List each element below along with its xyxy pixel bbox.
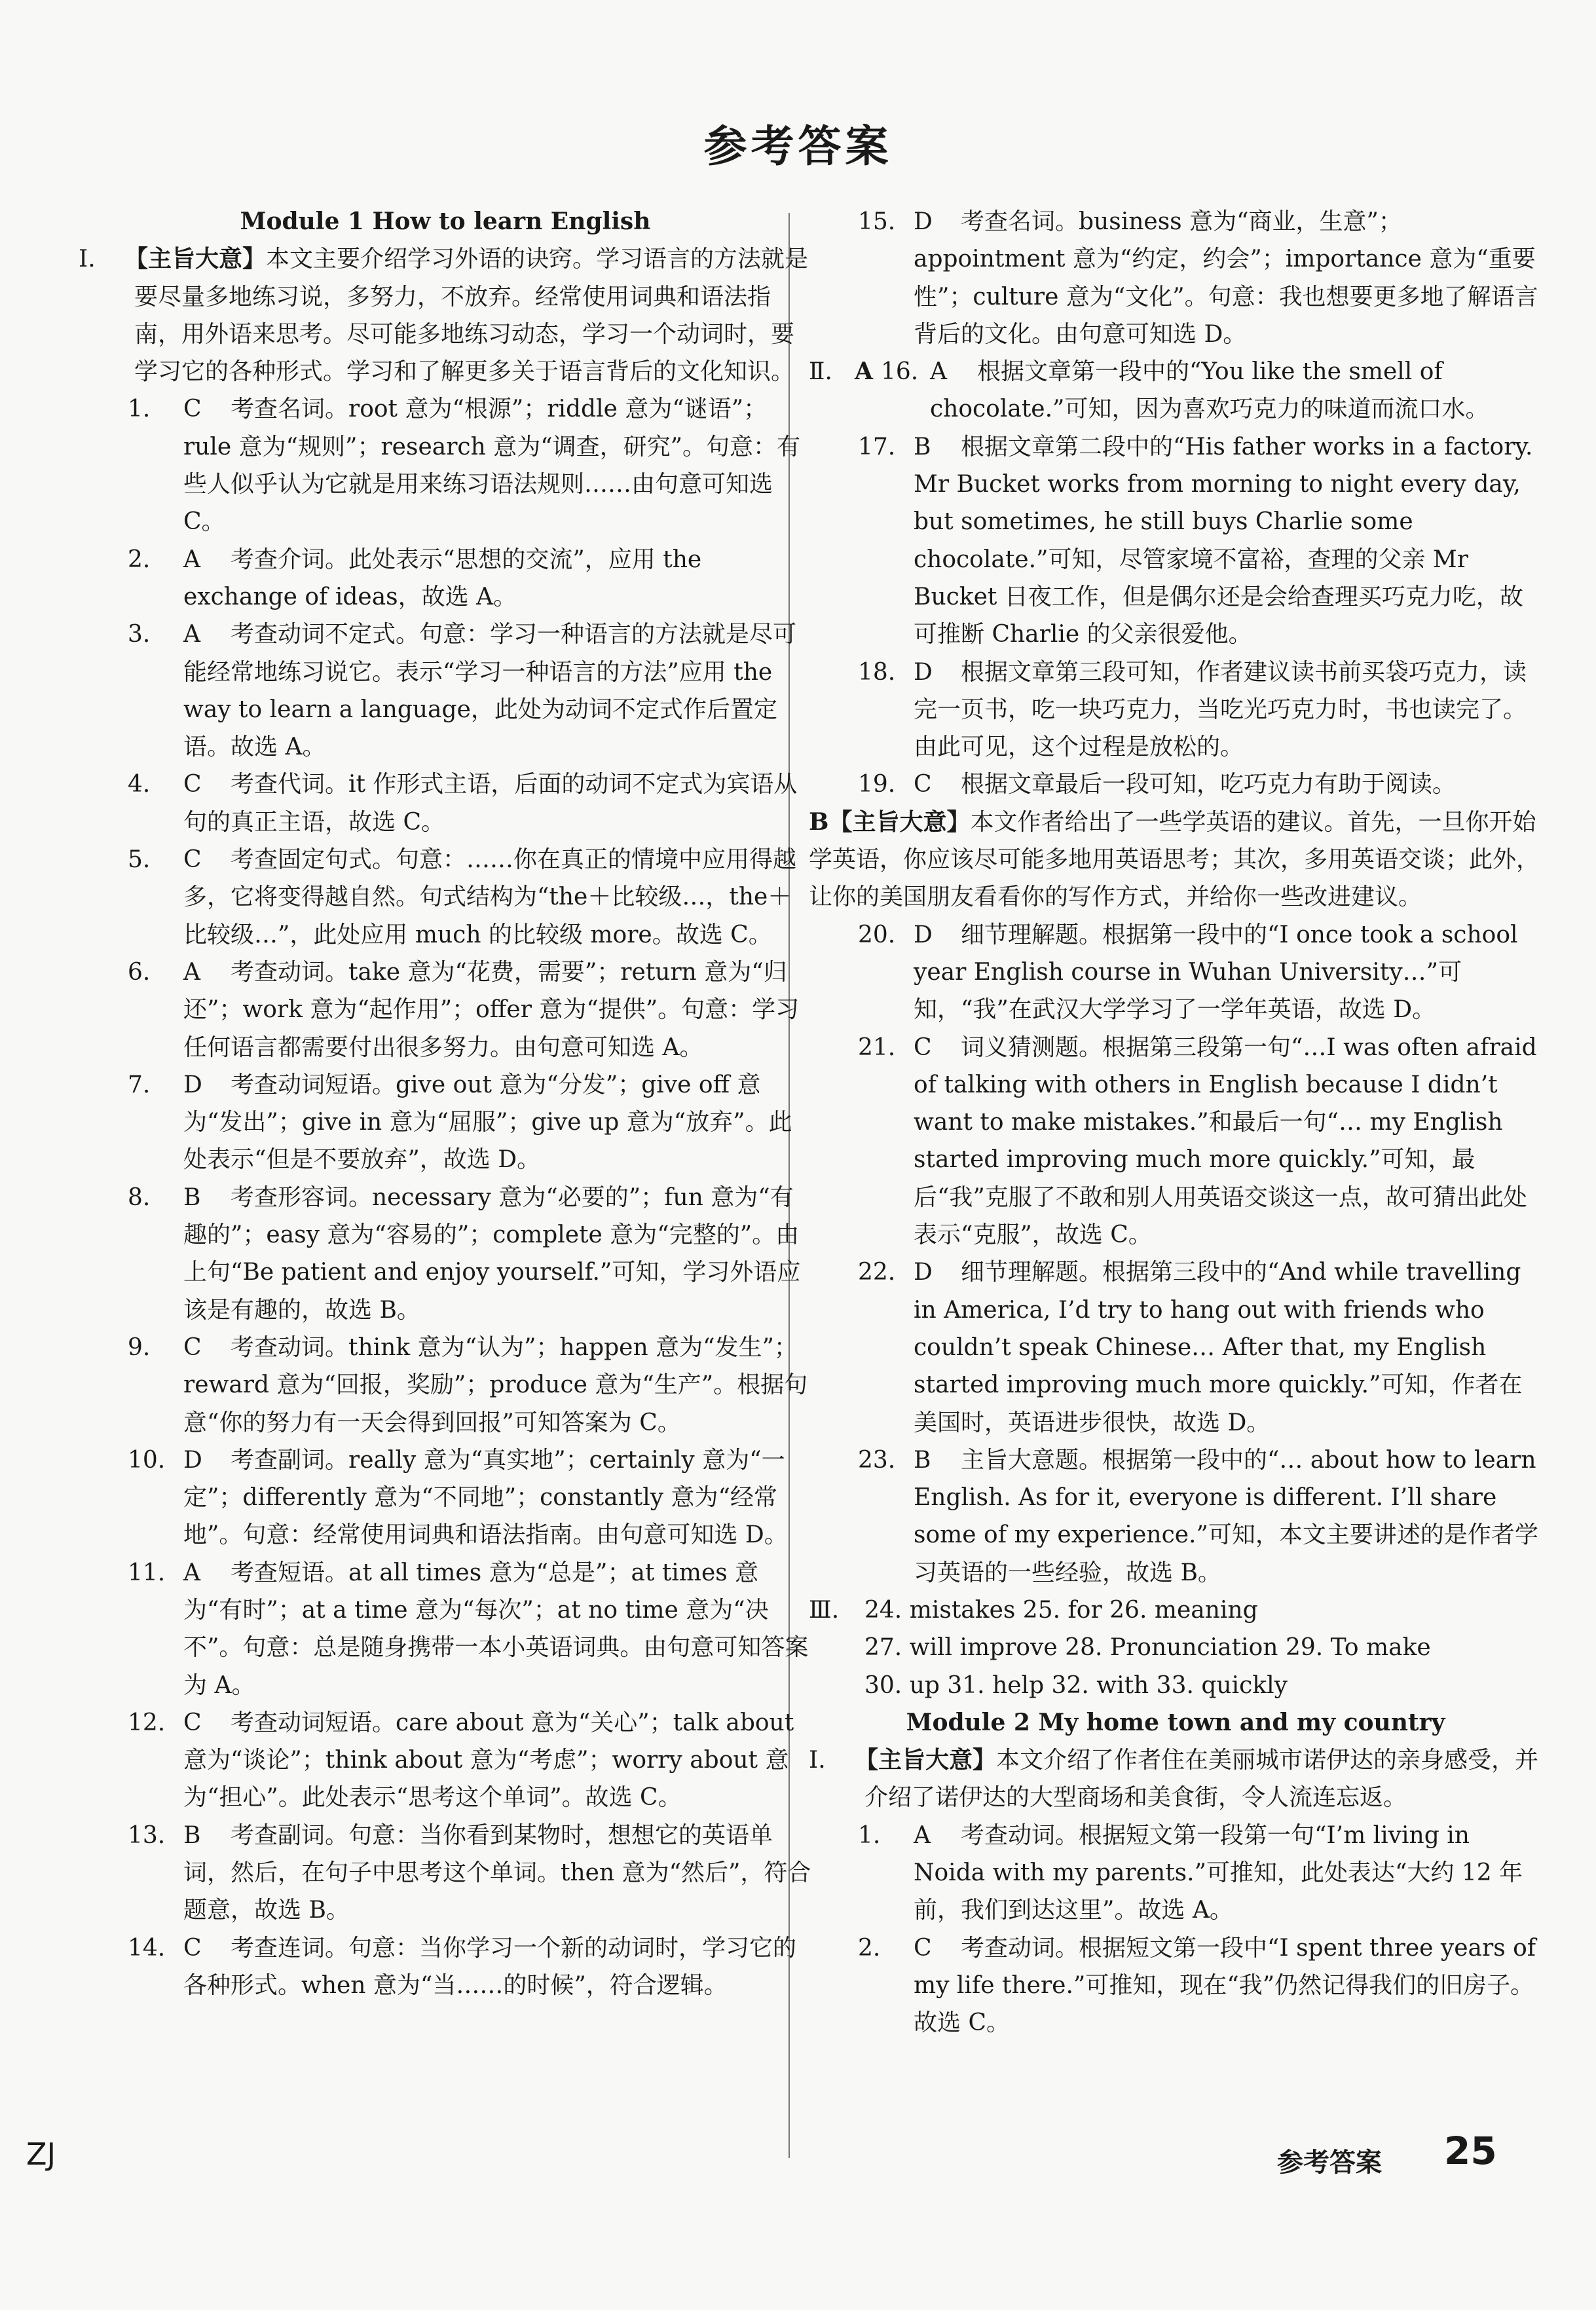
answer-item: 21. C 词义猜测题。根据第三段第一句“…I was often afraid of talking with others in English because I didn’t want to make mistakes.”和最后一句“… my English started improving much more quickly.”可知，最后“我”克服了不敢和别人用英语交谈这一点，故可猜出此处表示“克服”，故选 C。 bbox=[858, 1034, 1537, 1249]
answer-item: 6. A 考查动词。take 意为“花费，需要”；return 意为“归还”；work 意为“起作用”；offer 意为“提供”。句意：学习任何语言都需要付出很多努力。由句意可知选 A。 bbox=[128, 958, 800, 1061]
answer-item: 5. C 考查固定句式。句意：……你在真正的情境中应用得越多，它将变得越自然。句式结构为“the＋比较级…，the＋比较级…”，此处应用 much 的比较级 more。故选 C。 bbox=[128, 846, 797, 948]
footer-region-code: ZJ bbox=[26, 2136, 56, 2172]
part-b-summary bbox=[809, 804, 1542, 916]
answer-item: 1. A 考查动词。根据短文第一段第一句“I’m living in Noida with my parents.”可推知，此处表达“大约 12 年前，我们到达这里”。故选 A。 bbox=[858, 1821, 1523, 1924]
summary-text: 本文介绍了作者住在美丽城市诺伊达的亲身感受，并介绍了诺伊达的大型商场和美食街，令人流连忘返。 bbox=[864, 1747, 1539, 1812]
answer-item: 9. C 考查动词。think 意为“认为”；happen 意为“发生”；reward 意为“回报，奖励”；produce 意为“生产”。根据句意“你的努力有一天会得到回报”可知答案为 C。 bbox=[128, 1333, 808, 1436]
fill-in-answers: Ⅲ. 24. mistakes 25. for 26. meaning bbox=[809, 1592, 1542, 1629]
summary-text: 本文作者给出了一些学英语的建议。首先，一旦你开始学英语，你应该尽可能多地用英语思考；其次，多用英语交谈；此外，让你的美国朋友看看你的写作方式，并给你一些改进建议。 bbox=[809, 808, 1540, 911]
fill-in-answers: 27. will improve 28. Pronunciation 29. To make bbox=[864, 1634, 1431, 1662]
answer-item: 15. D 考查名词。business 意为“商业，生意”；appointment 意为“约定，约会”；importance 意为“重要性”；culture 意为“文化”。句意：我也想要更多地了解语言背后的文化。由句意可知选 D。 bbox=[858, 208, 1538, 348]
section-number: Ⅱ. bbox=[809, 358, 832, 386]
answer-item: 10. D 考查副词。really 意为“真实地”；certainly 意为“一定”；differently 意为“不同地”；constantly 意为“经常地”。句意：经常使用词典和语法指南。由句意可知选 D。 bbox=[128, 1446, 788, 1549]
summary-tag: 【主旨大意】 bbox=[855, 1746, 997, 1774]
footer-section-label: 参考答案 bbox=[1277, 2148, 1382, 2178]
answer-item: 17. B 根据文章第二段中的“His father works in a factory. Mr Bucket works from morning to night every day, but sometimes, he still buys Charlie some chocolate.”可知，尽管家境不富裕，查理的父亲 Mr Bucket 日夜工作，但是偶尔还是会给查理买巧克力吃，故可推断 Charlie 的父亲很爱他。 bbox=[858, 433, 1533, 648]
section-number: Ⅲ. bbox=[809, 1596, 840, 1624]
answer-item: 7. D 考查动词短语。give out 意为“分发”；give off 意为“发出”；give in 意为“屈服”；give up 意为“放弃”。此处表示“但是不要放弃”，故选 D。 bbox=[128, 1071, 792, 1174]
left-column bbox=[79, 203, 812, 2004]
section-1-summary bbox=[809, 1742, 1542, 1817]
answer-item: 2. A 考查介词。此处表示“思想的交流”，应用 the exchange of ideas，故选 A。 bbox=[128, 546, 702, 610]
right-column bbox=[809, 203, 1542, 2042]
summary-text: 本文主要介绍学习外语的诀窍。学习语言的方法就是要尽量多地练习说，多努力，不放弃。经常使用词典和语法指南，用外语来思考。尽可能多地练习动态，学习一个动词时，要学习它的各种形式。学习和了解更多关于语言背后的文化知识。 bbox=[134, 246, 809, 386]
answer-item: 19. C 根据文章最后一段可知，吃巧克力有助于阅读。 bbox=[858, 771, 1457, 798]
answer-item: 1. C 考查名词。root 意为“根源”；riddle 意为“谜语”；rule 意为“规则”；research 意为“调查，研究”。句意：有些人似乎认为它就是用来练习语法规则……由句意可知选 C。 bbox=[128, 396, 801, 536]
answer-item: Ⅱ. A 16. A 根据文章第一段中的“You like the smell of chocolate.”可知，因为喜欢巧克力的味道而流口水。 bbox=[809, 353, 1542, 428]
page-number: 25 bbox=[1444, 2129, 1497, 2173]
answer-item: 18. D 根据文章第三段可知，作者建议读书前买袋巧克力，读完一页书，吃一块巧克力，当吃光巧克力时，书也读完了。由此可见，这个过程是放松的。 bbox=[858, 658, 1527, 761]
summary-tag: 【主旨大意】 bbox=[124, 245, 267, 273]
answer-item: 11. A 考查短语。at all times 意为“总是”；at times 意为“有时”；at a time 意为“每次”；at no time 意为“决不”。句意：总是随身携带一本小英语词典。由句意可知答案为 A。 bbox=[128, 1559, 809, 1699]
answer-item: 13. B 考查副词。句意：当你看到某物时，想想它的英语单词，然后，在句子中思考这个单词。then 意为“然后”，符合题意，故选 B。 bbox=[128, 1821, 811, 1924]
answer-item: 20. D 细节理解题。根据第一段中的“I once took a school year English course in Wuhan University…”可知，“我”在武汉大学学习了一学年英语，故选 D。 bbox=[858, 921, 1518, 1024]
answer-item: 4. C 考查代词。it 作形式主语，后面的动词不定式为宾语从句的真正主语，故选 C。 bbox=[128, 771, 798, 836]
answer-item: 12. C 考查动词短语。care about 意为“关心”；talk about 意为“谈论”；think about 意为“考虑”；worry about 意为“担心”。此处表示“思考这个单词”。故选 C。 bbox=[128, 1709, 794, 1812]
module-title: Module 2 My home town and my country bbox=[906, 1708, 1445, 1736]
answer-item: 22. D 细节理解题。根据第三段中的“And while travelling in America, I’d try to hang out with friends who couldn’t speak Chinese… After that, my English started improving much more quickly.”可知，作者在美国时，英语进步很快，故选 D。 bbox=[858, 1259, 1523, 1436]
module-title: Module 1 How to learn English bbox=[240, 208, 651, 235]
answer-item: 8. B 考查形容词。necessary 意为“必要的”；fun 意为“有趣的”；easy 意为“容易的”；complete 意为“完整的”。由上句“Be patient and enjoy yourself.”可知，学习外语应该是有趣的，故选 B。 bbox=[128, 1183, 801, 1324]
fill-in-answers: 30. up 31. help 32. with 33. quickly bbox=[864, 1671, 1288, 1699]
page-title: 参考答案 bbox=[703, 121, 893, 172]
answer-item: 2. C 考查动词。根据短文第一段中“I spent three years of my life there.”可推知，现在“我”仍然记得我们的旧房子。故选 C。 bbox=[858, 1934, 1536, 2037]
section-number: Ⅰ. bbox=[79, 246, 96, 273]
summary-tag: 【主旨大意】 bbox=[828, 808, 971, 836]
answer-item: 23. B 主旨大意题。根据第一段中的“… about how to learn English. As for it, everyone is different. I’ll share some of my experience.”可知，本文主要讲述的是作者学习英语的一些经验，故选 B。 bbox=[858, 1446, 1538, 1586]
part-label: B bbox=[809, 808, 829, 836]
answer-item: 3. A 考查动词不定式。句意：学习一种语言的方法就是尽可能经常地练习说它。表示“学习一种语言的方法”应用 the way to learn a language，此处为动词不定式作后置定语。故选 A。 bbox=[128, 621, 797, 761]
answer-item: 14. C 考查连词。句意：当你学习一个新的动词时，学习它的各种形式。when 意为“当……的时候”，符合逻辑。 bbox=[128, 1934, 797, 1999]
part-label: A bbox=[855, 358, 873, 386]
section-1-summary bbox=[79, 240, 812, 390]
section-number: Ⅰ. bbox=[809, 1747, 826, 1774]
